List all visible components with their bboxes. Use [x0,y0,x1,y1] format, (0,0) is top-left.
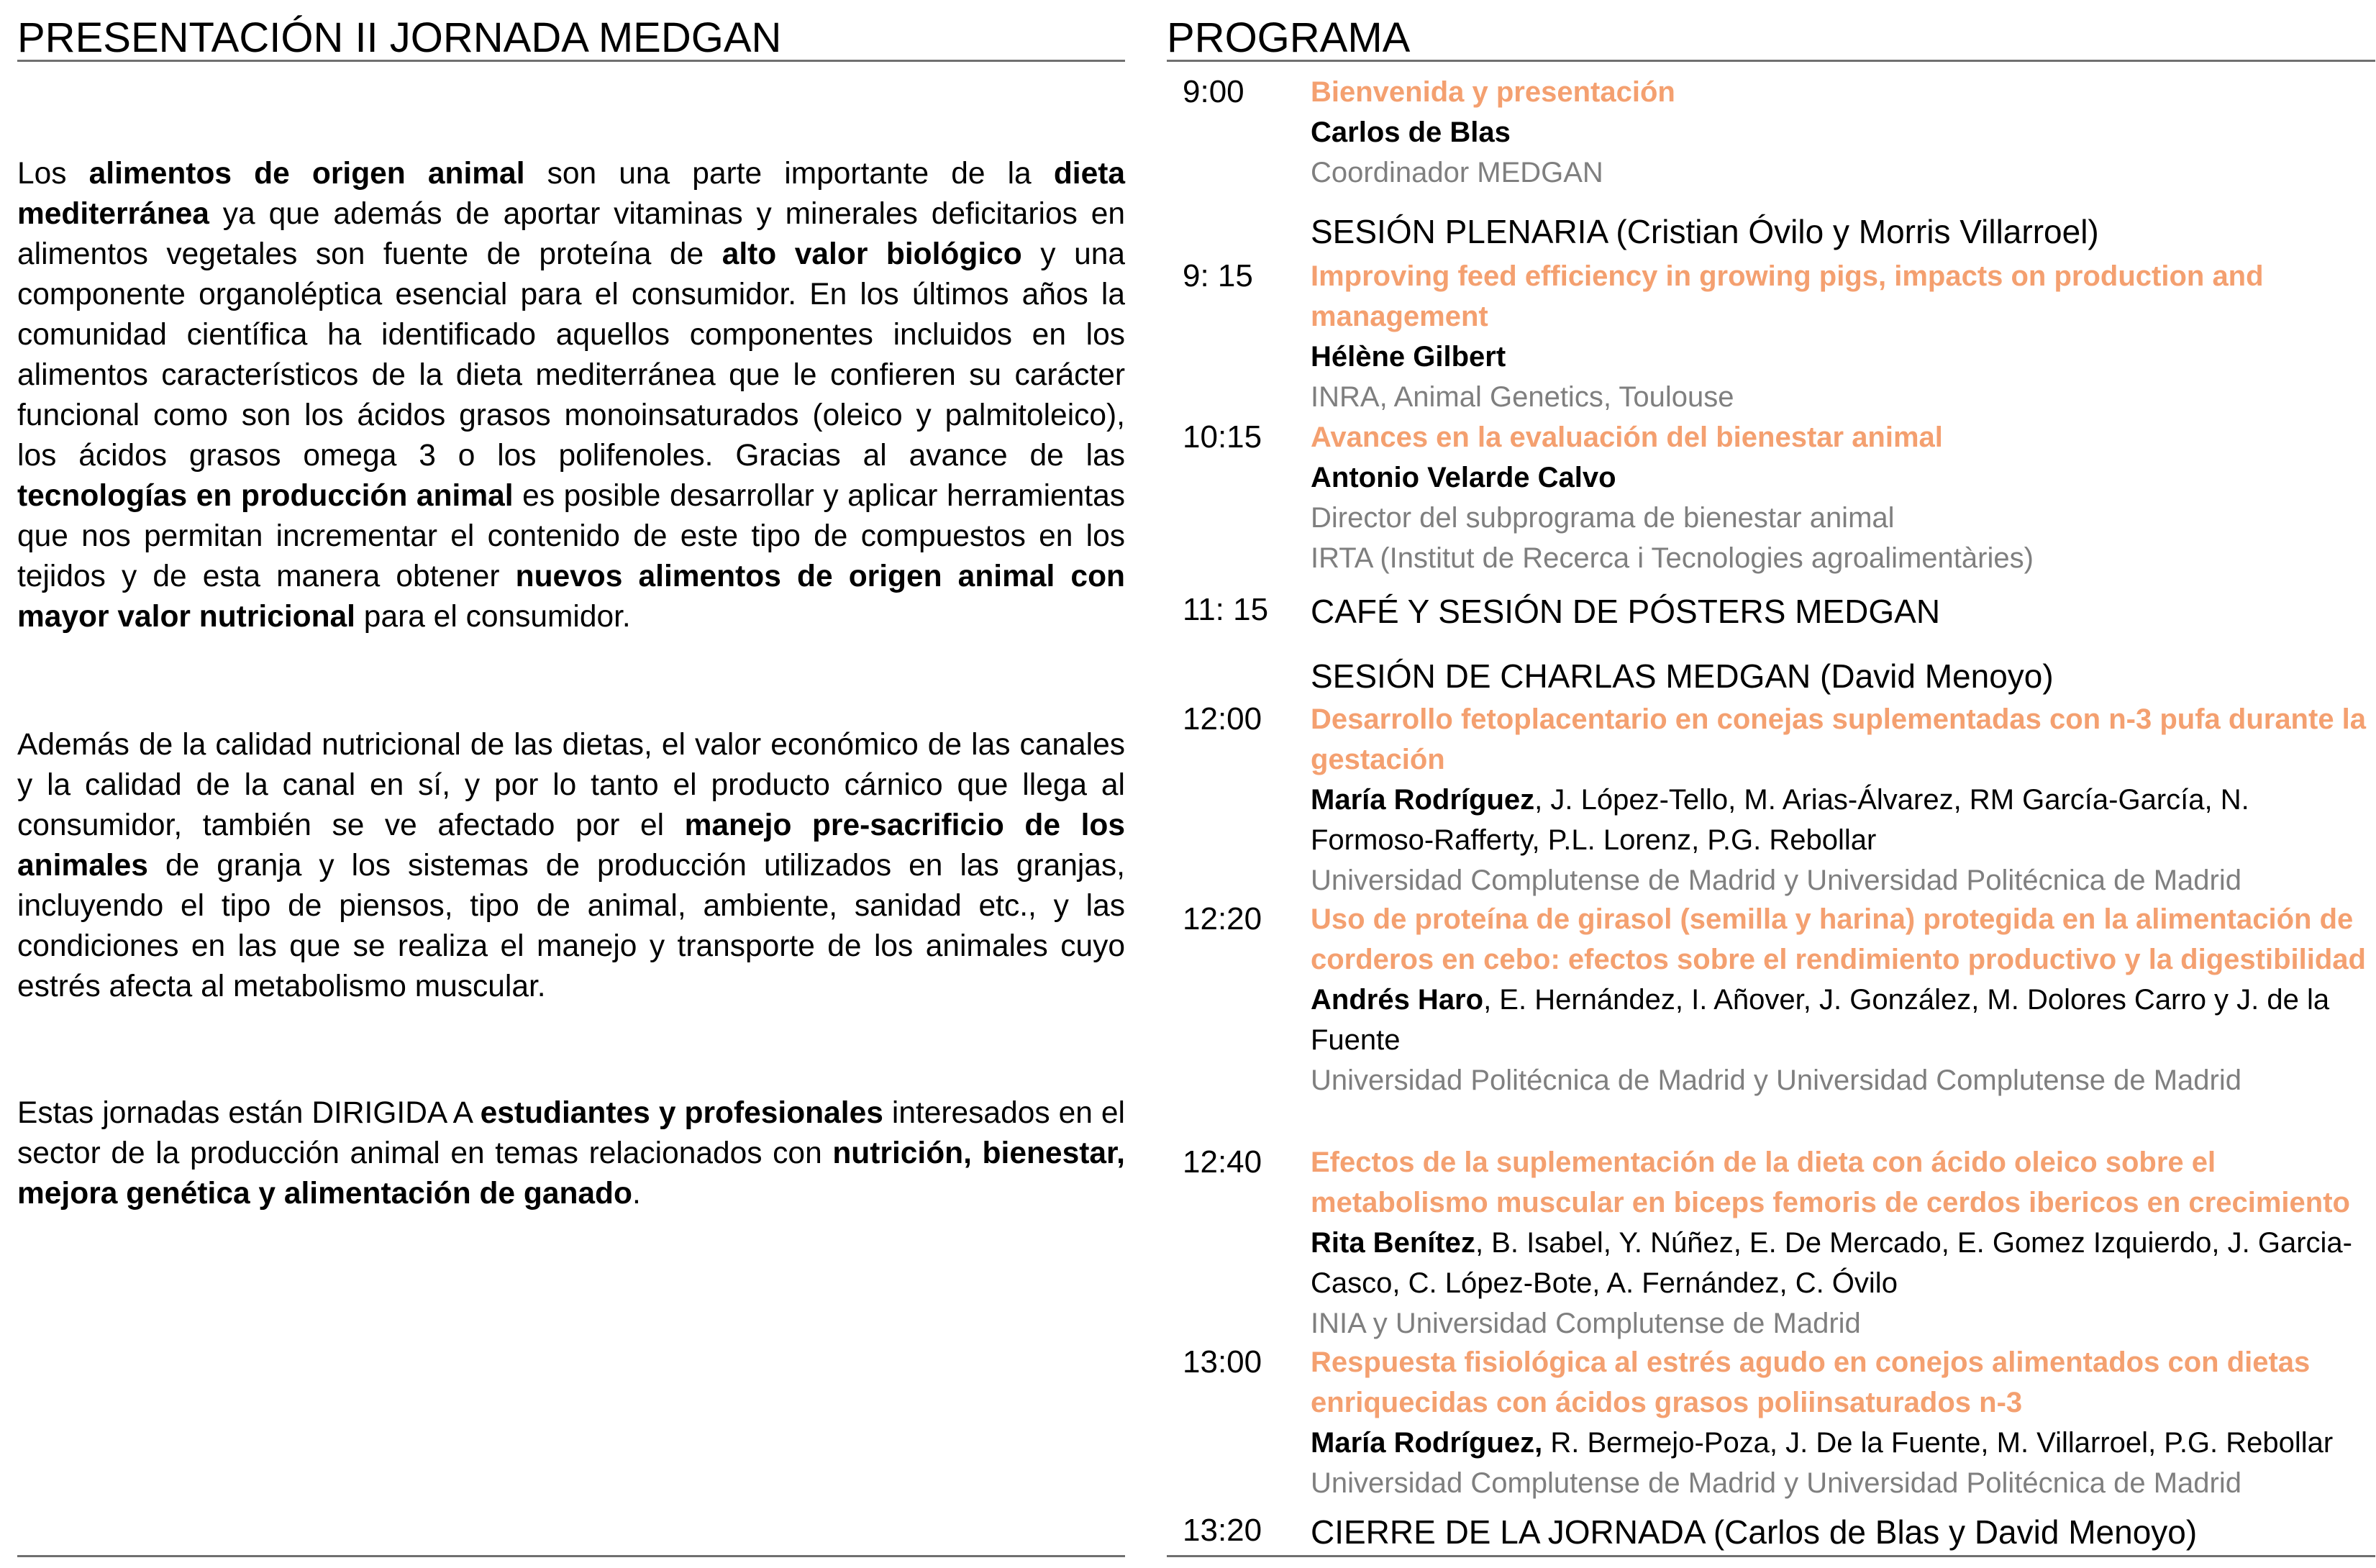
talk-speaker: Antonio Velarde Calvo [1311,462,1616,493]
talk-lead-author: María Rodríguez, [1311,1427,1543,1459]
session-title: SESIÓN PLENARIA (Cristian Óvilo y Morris Villarroel) [1311,213,2099,250]
talk-affiliation: INRA, Animal Genetics, Toulouse [1311,381,1734,413]
talk-affiliation: Universidad Politécnica de Madrid y Universidad Complutense de Madrid [1311,1065,2241,1096]
talk-coauthors: , B. Isabel, Y. Núñez, E. De Mercado, E. Gomez Izquierdo, J. Garcia-Casco, C. López-Bote, A. Fernández, C. Óvilo [1311,1227,2352,1299]
program-time: 12:20 [1183,901,1262,936]
talk-title: Improving feed efficiency in growing pigs, impacts on production and management [1311,260,2264,332]
talk-title: Efectos de la suplementación de la dieta con ácido oleico sobre el metabolismo muscular en biceps femoris de cerdos ibericos en crecimiento [1311,1147,2350,1218]
program-time: 9:00 [1183,74,1244,109]
program-entry-content [1311,210,2375,253]
talk-authors [1311,780,2375,860]
talk-affiliation: Universidad Complutense de Madrid y Universidad Politécnica de Madrid [1311,1467,2241,1499]
talk-title: Bienvenida y presentación [1311,76,1675,108]
talk-speaker: Hélène Gilbert [1311,341,1506,373]
talk-authors [1311,980,2375,1060]
presentation-paragraph-2 [17,725,1125,1007]
bold-text: nuevos alimentos de origen animal con mayor valor nutricional [17,560,1125,634]
paragraph-text: para el consumidor. [355,600,631,634]
bold-text: estudiantes y profesionales [480,1096,883,1130]
talk-title: Respuesta fisiológica al estrés agudo en conejos alimentados con dietas enriquecidas con ácidos grasos poliinsaturados n-3 [1311,1346,2311,1418]
break-title: CAFÉ Y SESIÓN DE PÓSTERS MEDGAN [1311,593,1941,630]
talk-coauthors: , J. López-Tello, M. Arias-Álvarez, RM García-García, N. Formoso-Rafferty, P.L. Lorenz, P.G. Rebollar [1311,784,2249,856]
paragraph-text: interesados en el sector de la producción animal en temas relacionados con [17,1096,1125,1170]
presentation-heading: PRESENTACIÓN II JORNADA MEDGAN [17,0,1125,62]
bold-text: nutrición, bienestar, mejora genética y alimentación de ganado [17,1136,1125,1211]
program-entry-content [1311,655,2375,698]
program-bottom-rule [1167,1555,2375,1557]
presentation-paragraph-3 [17,1093,1125,1214]
program-time: 12:40 [1183,1144,1262,1180]
program-time: 9: 15 [1183,258,1253,293]
talk-coauthors: , E. Hernández, I. Añover, J. González, M. Dolores Carro y J. de la Fuente [1311,984,2330,1056]
break-title: CIERRE DE LA JORNADA (Carlos de Blas y David Menoyo) [1311,1513,2198,1551]
talk-authors [1311,1223,2375,1303]
program-time: 12:00 [1183,701,1262,737]
program-time: 13:20 [1183,1513,1262,1548]
paragraph-text: Los [17,157,89,191]
presentation-paragraph-1 [17,154,1125,637]
program-entry-content [1311,256,2375,417]
paragraph-text: y una componente organoléptica esencial para el consumidor. En los últimos años la comunidad científica ha identificado aquellos componentes incluidos en los alimentos característicos de la dieta mediterránea que le confieren su carácter funcional como son los ácidos grasos monoinsaturados (oleico y palmitoleico), los ácidos grasos omega 3 o los polifenoles. Gracias al avance de las [17,237,1125,473]
session-title: SESIÓN DE CHARLAS MEDGAN (David Menoyo) [1311,657,2054,695]
paragraph-text: Estas jornadas están DIRIGIDA A [17,1096,481,1130]
talk-affiliation: Coordinador MEDGAN [1311,157,1603,188]
talk-lead-author: Rita Benítez [1311,1227,1475,1259]
talk-speaker: Carlos de Blas [1311,117,1511,148]
presentation-column [17,0,1126,1211]
talk-affiliation: IRTA (Institut de Recerca i Tecnologies agroalimentàries) [1311,542,2034,574]
paragraph-text: . [632,1177,641,1211]
bold-text: manejo pre-sacrificio de los animales [17,808,1125,883]
program-time: 13:00 [1183,1344,1262,1380]
program-time: 10:15 [1183,419,1262,455]
bold-text: alto valor biológico [722,237,1022,271]
talk-title: Desarrollo fetoplacentario en conejas suplementadas con n-3 pufa durante la gestación [1311,703,2367,775]
bold-text: alimentos de origen animal [88,157,525,191]
program-entry-content [1311,1142,2375,1344]
paragraph-text: es posible desarrollar y aplicar herramientas que nos permitan incrementar el contenido de este tipo de compuestos en los tejidos y de esta manera obtener [17,479,1125,593]
talk-lead-author: María Rodríguez [1311,784,1535,816]
program-heading: PROGRAMA [1167,0,2375,62]
talk-affiliation: Director del subprograma de bienestar animal [1311,502,1895,534]
paragraph-text: ya que además de aportar vitaminas y minerales deficitarios en alimentos vegetales son fuente de proteína de [17,197,1125,271]
paragraph-text: Además de la calidad nutricional de las dietas, el valor económico de las canales y la calidad de la canal en sí, y por lo tanto el producto cárnico que llega al consumidor, también se ve afectado por el [17,728,1125,842]
program-entry-content [1311,1510,2375,1554]
program-entry-content [1311,1342,2375,1503]
talk-coauthors: R. Bermejo-Poza, J. De la Fuente, M. Villarroel, P.G. Rebollar [1542,1427,2334,1459]
bold-text: dieta mediterránea [17,157,1126,231]
paragraph-text: de granja y los sistemas de producción utilizados en las granjas, incluyendo el tipo de piensos, tipo de animal, ambiente, sanidad etc., y las condiciones en las que se realiza el manejo y transporte de los animales cuyo estrés afecta al metabolismo muscular. [17,849,1125,1003]
program-entry-content [1311,590,2375,633]
talk-affiliation: INIA y Universidad Complutense de Madrid [1311,1308,1861,1339]
presentation-bottom-rule [17,1555,1125,1557]
bold-text: tecnologías en producción animal [17,479,514,513]
talk-title: Avances en la evaluación del bienestar animal [1311,421,1943,453]
talk-authors [1311,1423,2375,1463]
program-entry-content [1311,899,2375,1100]
program-time: 11: 15 [1183,592,1269,627]
talk-title: Uso de proteína de girasol (semilla y harina) protegida en la alimentación de corderos en cebo: efectos sobre el rendimiento productivo y la digestibilidad [1311,903,2366,975]
program-entry-content [1311,699,2375,901]
talk-lead-author: Andrés Haro [1311,984,1484,1016]
program-entry-content [1311,72,2375,193]
program-column [1167,0,2375,1551]
program-entry-content [1311,417,2375,578]
paragraph-text: son una parte importante de la [524,157,1054,191]
talk-affiliation: Universidad Complutense de Madrid y Universidad Politécnica de Madrid [1311,865,2241,896]
